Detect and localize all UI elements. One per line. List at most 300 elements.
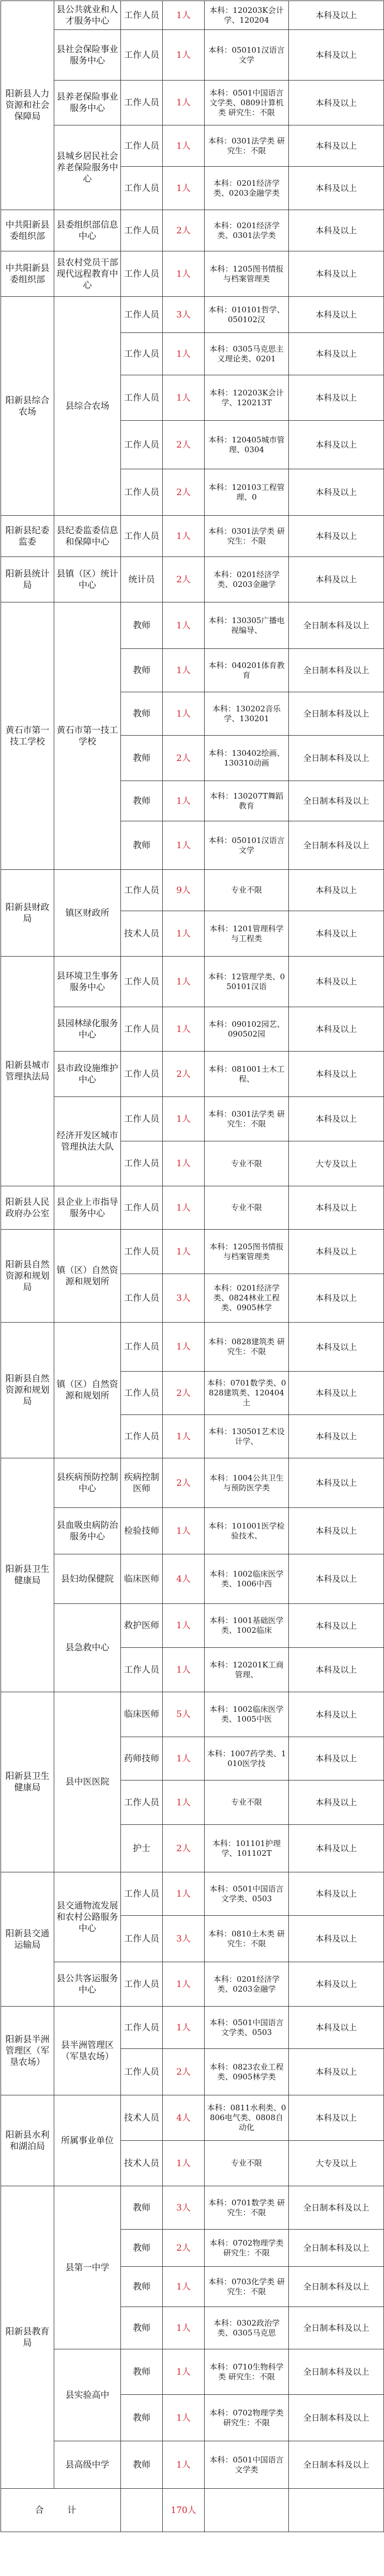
education-cell: 全日制本科及以上 [289,2186,384,2230]
unit-cell: 县第一中学 [54,2186,121,2349]
education-cell: 大专及以上 [289,2141,384,2186]
department-cell: 阳新县教育局 [1,2186,54,2489]
total-empty-cell [121,2489,163,2532]
table-row [1,30,384,81]
position-cell: 工作人员 [121,2007,163,2049]
position-cell: 工作人员 [121,375,163,421]
unit-cell: 黄石市第一技工学校 [54,602,121,870]
education-cell: 本科及以上 [289,30,384,81]
major-cell: 本科：0710生物科学类 研究生：不限 [205,2349,289,2395]
count-cell: 2人 [163,557,205,602]
education-cell: 本科及以上 [289,81,384,125]
position-cell: 工作人员 [121,125,163,167]
unit-cell: 县委组织部信息中心 [54,210,121,251]
count-cell: 1人 [163,1097,205,1141]
major-cell: 本科：0828建筑类 研究生：不限 [205,1323,289,1372]
major-cell: 本科：0501中国语言文学类、0503 [205,1872,289,1916]
count-cell: 4人 [163,1554,205,1604]
department-cell: 阳新县自然资源和规划局 [1,1230,54,1323]
education-cell: 本科及以上 [289,1052,384,1097]
education-cell: 本科及以上 [289,167,384,210]
count-cell: 1人 [163,2395,205,2441]
table-row [1,557,384,602]
education-cell: 本科及以上 [289,557,384,602]
position-cell: 工作人员 [121,297,163,333]
education-cell: 本科及以上 [289,1780,384,1825]
major-cell: 本科：1002临床医学类、1005中医 [205,1692,289,1737]
major-cell: 本科：0501中国语言文学类、0503 [205,2007,289,2049]
table-row [1,2007,384,2049]
education-cell: 本科及以上 [289,1097,384,1141]
count-cell: 1人 [163,957,205,1007]
major-cell: 本科：0702物理学类 研究生：不限 [205,2230,289,2267]
count-cell: 1人 [163,1872,205,1916]
position-cell: 工作人员 [121,1372,163,1415]
count-cell: 1人 [163,602,205,649]
count-cell: 1人 [163,1962,205,2007]
education-cell: 大专及以上 [289,1141,384,1186]
major-cell: 本科：0823农业工程类、0905林学类 [205,2049,289,2095]
count-cell: 1人 [163,911,205,957]
count-cell: 1人 [163,692,205,736]
major-cell: 本科：1201管理科学与工程类 [205,911,289,957]
education-cell: 全日制本科及以上 [289,649,384,692]
count-cell: 1人 [163,1230,205,1274]
education-cell: 本科及以上 [289,1825,384,1872]
table-row [1,1554,384,1604]
unit-cell: 县疾病预防控制中心 [54,1458,121,1508]
education-cell: 本科及以上 [289,1604,384,1648]
department-cell: 中共阳新县委组织部 [1,210,54,251]
position-cell: 临床医师 [121,1554,163,1604]
position-cell: 工作人员 [121,333,163,375]
count-cell: 5人 [163,1692,205,1737]
major-cell: 本科：0301法学类 研究生：不限 [205,516,289,557]
table-row [1,1508,384,1554]
count-cell: 2人 [163,1372,205,1415]
position-cell: 教师 [121,2267,163,2307]
count-cell: 1人 [163,2307,205,2349]
education-cell: 全日制本科及以上 [289,2395,384,2441]
table-row [1,81,384,125]
table-row [1,1323,384,1372]
education-cell: 本科及以上 [289,957,384,1007]
total-label: 合 计 [1,2489,121,2532]
education-cell: 本科及以上 [289,1648,384,1692]
position-cell: 工作人员 [121,1141,163,1186]
major-cell: 专业不限 [205,1141,289,1186]
education-cell: 本科及以上 [289,1230,384,1274]
unit-cell: 县中医医院 [54,1692,121,1872]
unit-cell: 镇（区）自然资源和规划所 [54,1230,121,1323]
position-cell: 工作人员 [121,1415,163,1458]
position-cell: 药师技师 [121,1737,163,1780]
position-cell: 护士 [121,1825,163,1872]
table-row [1,1872,384,1916]
unit-cell: 县环境卫生事务服务中心 [54,957,121,1007]
position-cell: 技术人员 [121,2141,163,2186]
education-cell: 本科及以上 [289,1737,384,1780]
count-cell: 9人 [163,870,205,911]
education-cell: 本科及以上 [289,1962,384,2007]
major-cell: 专业不限 [205,1780,289,1825]
count-cell: 1人 [163,1186,205,1230]
position-cell: 技术人员 [121,911,163,957]
position-cell: 教师 [121,602,163,649]
unit-cell: 县市政设施维护中心 [54,1052,121,1097]
department-cell: 黄石市第一技工学校 [1,602,54,870]
education-cell: 本科及以上 [289,1692,384,1737]
total-row [1,2489,384,2532]
major-cell: 专业不限 [205,870,289,911]
count-cell: 1人 [163,821,205,870]
major-cell: 本科：120103工程管理、0 [205,469,289,516]
major-cell: 本科：0702物理学类 研究生：不限 [205,2395,289,2441]
count-cell: 2人 [163,736,205,781]
unit-cell: 县公共客运服务中心 [54,1962,121,2007]
position-cell: 工作人员 [121,1780,163,1825]
education-cell: 本科及以上 [289,1872,384,1916]
position-cell: 工作人员 [121,2049,163,2095]
table-row [1,125,384,167]
position-cell: 统计员 [121,557,163,602]
positions-table [1,1,384,2532]
education-cell: 本科及以上 [289,1508,384,1554]
major-cell: 本科：130501艺术设计学、 [205,1415,289,1458]
total-empty-cell [289,2489,384,2532]
count-cell: 1人 [163,2141,205,2186]
table-row [1,2095,384,2141]
position-cell: 教师 [121,2349,163,2395]
education-cell: 全日制本科及以上 [289,2349,384,2395]
position-cell: 教师 [121,649,163,692]
count-cell: 1人 [163,1141,205,1186]
count-cell: 2人 [163,2230,205,2267]
major-cell: 专业不限 [205,2141,289,2186]
major-cell: 本科：0201经济学类、0824林业工程类、0905林学 [205,1274,289,1323]
position-cell: 疾病控制医师 [121,1458,163,1508]
count-cell: 2人 [163,2049,205,2095]
count-cell: 1人 [163,375,205,421]
unit-cell: 县公共就业和人才服务中心 [54,1,121,30]
count-cell: 1人 [163,1415,205,1458]
department-cell: 中共阳新县委组织部 [1,251,54,297]
major-cell: 本科：090102园艺、090502园 [205,1007,289,1052]
position-cell: 工作人员 [121,1007,163,1052]
count-cell: 2人 [163,1052,205,1097]
education-cell: 本科及以上 [289,375,384,421]
position-cell: 工作人员 [121,1,163,30]
unit-cell: 县交通物流发展和农村公路服务中心 [54,1872,121,1962]
unit-cell: 县社会保险事业服务中心 [54,30,121,81]
count-cell: 1人 [163,781,205,821]
count-cell: 1人 [163,1323,205,1372]
position-cell: 技术人员 [121,2095,163,2141]
department-cell: 阳新县统计局 [1,557,54,602]
position-cell: 教师 [121,2395,163,2441]
major-cell: 本科：101001医学检验技术、 [205,1508,289,1554]
position-cell: 工作人员 [121,870,163,911]
education-cell: 本科及以上 [289,2095,384,2141]
position-cell: 教师 [121,2307,163,2349]
position-cell: 救护医师 [121,1604,163,1648]
unit-cell: 县半洲管理区（军垦农场） [54,2007,121,2095]
count-cell: 1人 [163,516,205,557]
department-cell: 阳新县人民政府办公室 [1,1186,54,1230]
count-cell: 1人 [163,1508,205,1554]
department-cell: 阳新县自然资源和规划局 [1,1323,54,1458]
count-cell: 3人 [163,1274,205,1323]
count-cell: 1人 [163,1604,205,1648]
education-cell: 本科及以上 [289,1323,384,1372]
table-row [1,1097,384,1141]
unit-cell: 县实验高中 [54,2349,121,2441]
education-cell: 本科及以上 [289,1274,384,1323]
major-cell: 本科：101101护理学、101102T [205,1825,289,1872]
count-cell: 3人 [163,297,205,333]
major-cell: 本科：081001土木工程、 [205,1052,289,1097]
education-cell: 本科及以上 [289,2049,384,2095]
major-cell: 本科：0301法学类 研究生：不限 [205,125,289,167]
major-cell: 本科：0201经济学类、0203金融学类 [205,167,289,210]
education-cell: 本科及以上 [289,251,384,297]
major-cell: 本科：0501中国语言文学类、0809计算机类 研究生：不限 [205,81,289,125]
count-cell: 3人 [163,2186,205,2230]
major-cell: 本科：040201体育教育 [205,649,289,692]
major-cell: 本科：010101哲学、050102汉 [205,297,289,333]
count-cell: 1人 [163,30,205,81]
major-cell: 本科：1002临床医学类、1006中西 [205,1554,289,1604]
unit-cell: 县急救中心 [54,1604,121,1692]
table-row [1,2186,384,2230]
unit-cell: 县养老保险事业服务中心 [54,81,121,125]
table-row [1,1962,384,2007]
count-cell: 2人 [163,1825,205,1872]
count-cell: 1人 [163,1,205,30]
education-cell: 本科及以上 [289,1,384,30]
education-cell: 本科及以上 [289,911,384,957]
table-row [1,2349,384,2395]
position-cell: 工作人员 [121,1916,163,1962]
position-cell: 教师 [121,2230,163,2267]
table-row [1,516,384,557]
department-cell: 阳新县纪委监委 [1,516,54,557]
position-cell: 工作人员 [121,469,163,516]
major-cell: 本科：130202音乐学、130201 [205,692,289,736]
major-cell: 本科：1004公共卫生与预防医学类 [205,1458,289,1508]
count-cell: 2人 [163,1458,205,1508]
education-cell: 本科及以上 [289,1415,384,1458]
education-cell: 全日制本科及以上 [289,821,384,870]
department-cell: 阳新县财政局 [1,870,54,957]
department-cell: 阳新县卫生健康局 [1,1692,54,1872]
major-cell: 本科：120405城市管理、0304 [205,421,289,469]
education-cell: 全日制本科及以上 [289,692,384,736]
major-cell: 本科：050101汉语言文学 [205,30,289,81]
position-cell: 工作人员 [121,516,163,557]
count-cell: 2人 [163,210,205,251]
major-cell: 本科：0701数学类 研究生：不限 [205,2186,289,2230]
count-cell: 1人 [163,1648,205,1692]
count-cell: 1人 [163,2007,205,2049]
position-cell: 工作人员 [121,167,163,210]
position-cell: 教师 [121,2441,163,2489]
table-row [1,1052,384,1097]
unit-cell: 县城乡居民社会养老保险服务中心 [54,125,121,210]
education-cell: 本科及以上 [289,1007,384,1052]
education-cell: 全日制本科及以上 [289,602,384,649]
table-row [1,1007,384,1052]
education-cell: 全日制本科及以上 [289,2230,384,2267]
major-cell: 本科：0701数学类、0828建筑类、120404土 [205,1372,289,1415]
department-cell: 阳新县交通运输局 [1,1872,54,2007]
major-cell: 本科：130402绘画、130310动画 [205,736,289,781]
major-cell: 本科：0703化学类 研究生：不限 [205,2267,289,2307]
education-cell: 全日制本科及以上 [289,2267,384,2307]
position-cell: 教师 [121,692,163,736]
position-cell: 工作人员 [121,421,163,469]
education-cell: 本科及以上 [289,1186,384,1230]
major-cell: 本科：050101汉语言文学 [205,821,289,870]
education-cell: 全日制本科及以上 [289,781,384,821]
table-row [1,251,384,297]
major-cell: 本科：0501中国语言文学类 [205,2441,289,2489]
major-cell: 本科：120203K会计学、120213T [205,375,289,421]
education-cell: 本科及以上 [289,125,384,167]
unit-cell: 县高级中学 [54,2441,121,2489]
education-cell: 本科及以上 [289,1554,384,1604]
department-cell: 阳新县水利和湖泊局 [1,2095,54,2186]
unit-cell: 所属事业单位 [54,2095,121,2186]
major-cell: 本科：0201经济学类、0203金融学 [205,1962,289,2007]
major-cell: 本科：1205图书情报与档案管理类 [205,251,289,297]
unit-cell: 县妇幼保健院 [54,1554,121,1604]
department-cell: 阳新县综合农场 [1,297,54,516]
major-cell: 本科：130305广播电视编导、 [205,602,289,649]
position-cell: 工作人员 [121,251,163,297]
count-cell: 1人 [163,167,205,210]
unit-cell: 县园林绿化服务中心 [54,1007,121,1052]
education-cell: 全日制本科及以上 [289,2307,384,2349]
position-cell: 工作人员 [121,957,163,1007]
unit-cell: 县血吸虫病防治服务中心 [54,1508,121,1554]
unit-cell: 经济开发区城市管理执法大队 [54,1097,121,1186]
education-cell: 本科及以上 [289,1916,384,1962]
table-row [1,1,384,30]
total-count: 170人 [163,2489,205,2532]
count-cell: 2人 [163,421,205,469]
count-cell: 1人 [163,125,205,167]
education-cell: 全日制本科及以上 [289,2441,384,2489]
position-cell: 教师 [121,821,163,870]
department-cell: 阳新县半洲管理区（军垦农场） [1,2007,54,2095]
table-row [1,602,384,649]
table-row [1,957,384,1007]
unit-cell: 镇区财政所 [54,870,121,957]
education-cell: 本科及以上 [289,516,384,557]
position-cell: 工作人员 [121,1186,163,1230]
unit-cell: 县镇（区）统计中心 [54,557,121,602]
major-cell: 本科：0301法学类 研究生：不限 [205,1097,289,1141]
major-cell: 本科：120201K工商管理、 [205,1648,289,1692]
count-cell: 1人 [163,81,205,125]
major-cell: 本科：130207T舞蹈教育 [205,781,289,821]
education-cell: 本科及以上 [289,2007,384,2049]
unit-cell: 县纪委监委信息和保障中心 [54,516,121,557]
major-cell: 本科：12管理学类、050101汉语 [205,957,289,1007]
major-cell: 本科：120203K会计学、120204 [205,1,289,30]
department-cell: 阳新县卫生健康局 [1,1458,54,1692]
table-row [1,1692,384,1737]
table-row [1,1604,384,1648]
position-cell: 临床医师 [121,1692,163,1737]
major-cell: 本科：0811水利类、0806电气类、0808自动化 [205,2095,289,2141]
count-cell: 1人 [163,2267,205,2307]
major-cell: 本科：0302政治学类、0305马克思 [205,2307,289,2349]
unit-cell: 县农村党员干部现代远程教育中心 [54,251,121,297]
major-cell: 本科：0201经济学类、0301法学类 [205,210,289,251]
table-row [1,210,384,251]
education-cell: 本科及以上 [289,210,384,251]
count-cell: 1人 [163,251,205,297]
table-row [1,297,384,333]
count-cell: 1人 [163,2349,205,2395]
major-cell: 本科：1001基础医学类、1002临床 [205,1604,289,1648]
position-cell: 工作人员 [121,1097,163,1141]
count-cell: 4人 [163,2095,205,2141]
department-cell: 阳新县城市管理执法局 [1,957,54,1186]
education-cell: 全日制本科及以上 [289,736,384,781]
total-empty-cell [205,2489,289,2532]
unit-cell: 县综合农场 [54,297,121,516]
count-cell: 1人 [163,1737,205,1780]
position-cell: 教师 [121,781,163,821]
position-cell: 教师 [121,736,163,781]
unit-cell: 镇（区）自然资源和规划所 [54,1323,121,1458]
position-cell: 工作人员 [121,81,163,125]
unit-cell: 县企业上市指导服务中心 [54,1186,121,1230]
position-cell: 工作人员 [121,1230,163,1274]
major-cell: 本科：0810土木类 研究生：不限 [205,1916,289,1962]
position-cell: 工作人员 [121,1962,163,2007]
education-cell: 本科及以上 [289,870,384,911]
education-cell: 本科及以上 [289,1372,384,1415]
count-cell: 3人 [163,1916,205,1962]
position-cell: 工作人员 [121,30,163,81]
education-cell: 本科及以上 [289,1458,384,1508]
count-cell: 1人 [163,1007,205,1052]
education-cell: 本科及以上 [289,469,384,516]
position-cell: 检验技师 [121,1508,163,1554]
position-cell: 工作人员 [121,1648,163,1692]
major-cell: 本科：0305马克思主义理论类、0201 [205,333,289,375]
table-row [1,870,384,911]
table-row [1,1230,384,1274]
count-cell: 1人 [163,2441,205,2489]
education-cell: 本科及以上 [289,333,384,375]
department-cell: 阳新县人力资源和社会保障局 [1,1,54,210]
major-cell: 本科：1007药学类、1010医学技 [205,1737,289,1780]
major-cell: 专业不限 [205,1186,289,1230]
count-cell: 1人 [163,333,205,375]
table-row [1,1458,384,1508]
position-cell: 工作人员 [121,1872,163,1916]
table-row [1,1186,384,1230]
education-cell: 本科及以上 [289,421,384,469]
count-cell: 1人 [163,649,205,692]
table-row [1,2441,384,2489]
major-cell: 本科：0201经济学类、0203金融学 [205,557,289,602]
